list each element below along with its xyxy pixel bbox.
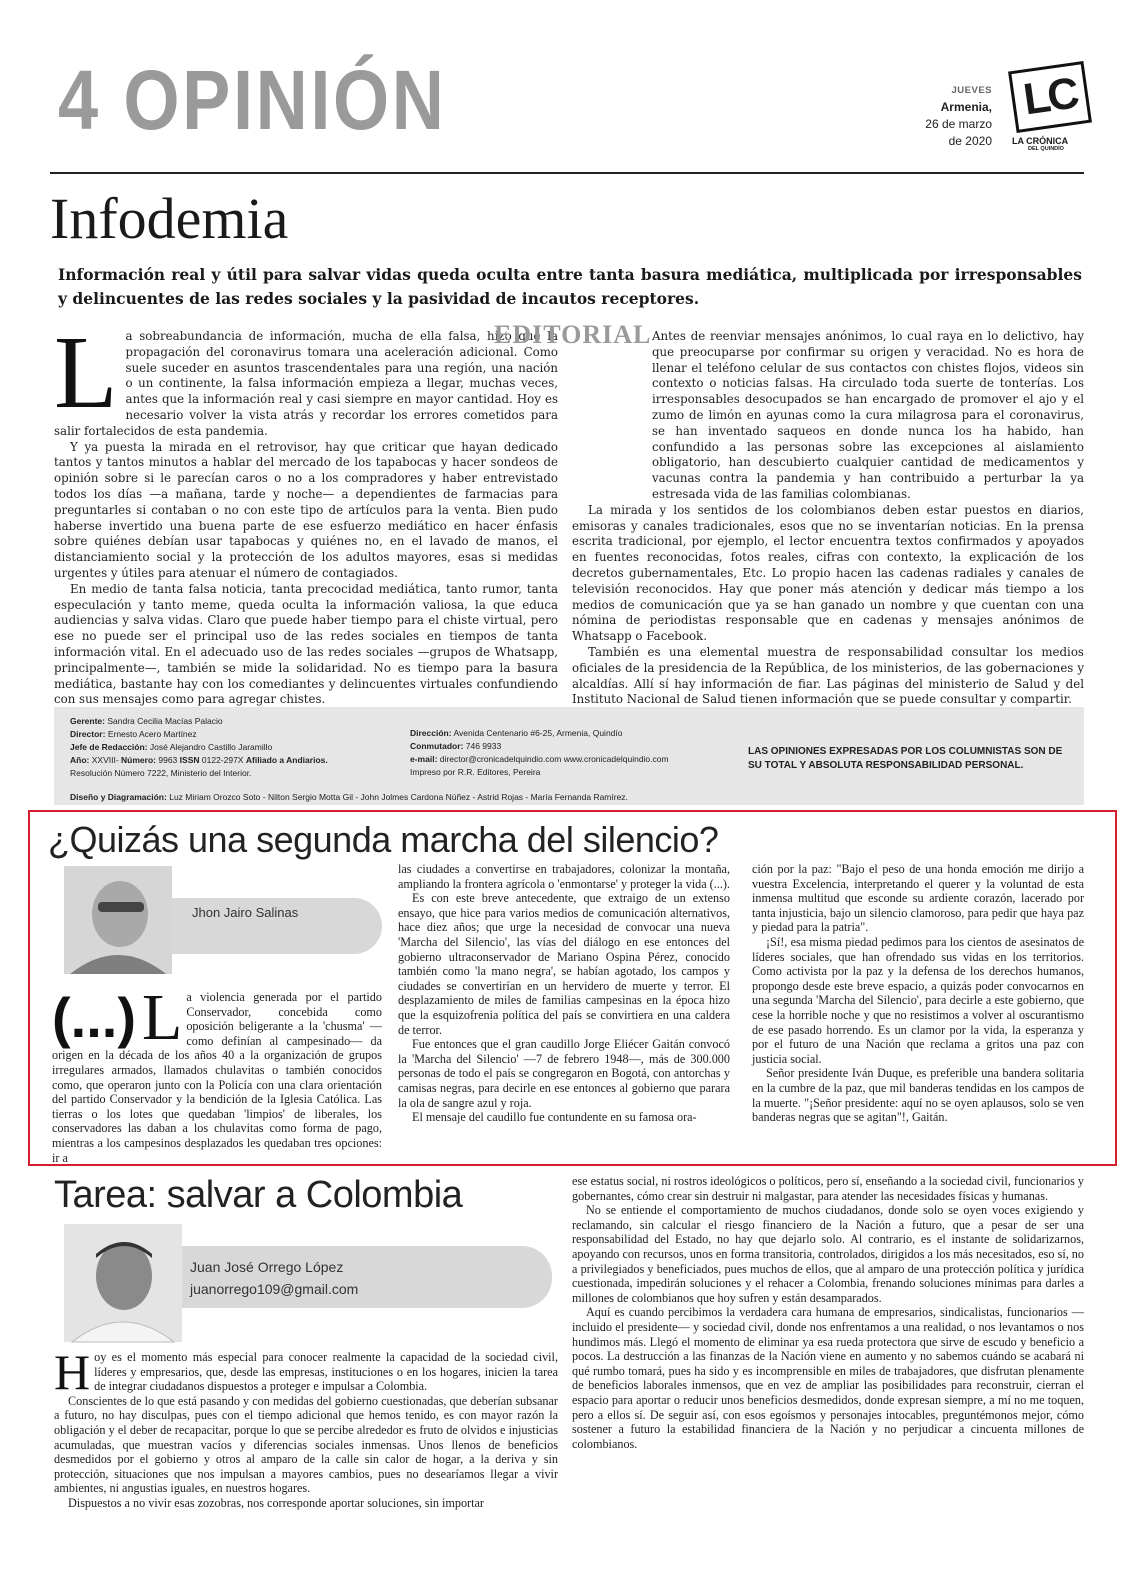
editorial-dropcap: L: [54, 315, 118, 430]
label: Jefe de Redacción:: [70, 742, 148, 752]
column2-col2: [572, 1174, 1084, 1568]
column2-col1: [54, 1344, 558, 1560]
label: Conmutador:: [410, 741, 464, 751]
editorial-tag: EDITORIAL: [494, 320, 652, 349]
design-team: Luz Miriam Orozco Soto - Nilton Sergio Motta Gil - John Jolmes Cardona Núñez - Astrid Rojas - María Fernanda Ramírez.: [169, 792, 628, 802]
column-paragraph: a violencia generada por el partido Conservador, concebida como oposición beligerante a la 'chusma' —como definían al campesinado— da origen en la década de los años 40 a la organización de grupos irregulares armados, llamados chulavitas o también conocidos como, que operaron junto con la Policía con una clara orientación del partido Conservador y la bendición de la Iglesia Católica. Las tierras o los lotes que quedaban 'limpios' de liberales, los conservadores las daban a los chulavitas como forma de pago, mientras a los campesinos desplazados les quedaban tres opciones: ir a: [52, 990, 382, 1165]
date-block: [925, 82, 992, 150]
column-paragraph: Aquí es cuando percibimos la verdadera cara humana de empresarios, sindicalistas, funcionarios —incluido el presidente— y sociedad civil, donde nos enfrentamos a una realidad, o nos levantamos o nos hundimos más. Llegó el momento de eliminar ya esa rueda protectora que sirve de escudo y beneficio a pocos. La destrucción a las finanzas de la Nación viene en aumento y no sabemos cuándo se acabará ni qué rumbo tomará, pues ha sido y es incomprensible en miles de trabajadores, que disfrutan plenamente de beneficios laborales inmensos, que en vez de ampliar las posibilidades para reconstruir, cierran el espacio para aportar o reducir unos beneficios desmedidos, donde expresan siempre, a mí no me toquen, pero a ellos sí. De seguir así, con esos egoísmos y personajes intocables, preguntémonos mejor, cómo sostener a futuro la estabilidad financiera de la Nación y no perjudicar a cincuenta millones de colombianos.: [572, 1305, 1084, 1451]
column-paragraph: Señor presidente Iván Duque, es preferible una bandera solitaria en la cumbre de la paz, que mil banderas tendidas en los campos de la muerte. "¡Señor presidente: aquí no se oyen aplausos, solo se ven banderas negras que se agitan"!, Gaitán.: [752, 1066, 1084, 1125]
direccion: Avenida Centenario #6-25, Armenia, Quindío: [453, 728, 623, 738]
author-photo: [64, 1224, 182, 1342]
author-photo: [64, 866, 172, 974]
author-pill: [148, 898, 382, 954]
label: Dirección:: [410, 728, 452, 738]
column-paragraph: oy es el momento más especial para conocer realmente la capacidad de la sociedad civil, líderes y empresarios, que, desde las empresas, instituciones o en los hogares, inicien la tarea de integrar ciudadanos dispuestos a proteger e impulsar a Colombia.: [94, 1350, 558, 1394]
ellipsis-mark: (...): [52, 986, 136, 1049]
editorial-column-right: [572, 329, 1084, 707]
jefe-redaccion: José Alejandro Castillo Jaramillo: [149, 742, 273, 752]
label: Número:: [121, 755, 156, 765]
anio: XXVIII-: [91, 755, 119, 765]
resolucion: Resolución Número 7222, Ministerio del Interior.: [70, 768, 252, 778]
editorial-paragraph: En medio de tanta falsa noticia, tanta precocidad mediática, tanto rumor, tanta especulación y tanto meme, queda oculta la información valiosa, la que educa audiencias y salva vidas. Claro que puede haber tiempo para el chiste virtual, pero ese no puede ser el principal uso de las redes sociales en tiempos de tanta información vital. En el adecuado uso de las redes sociales —grupos de Whatsapp, principalmente—, también se mide la solidaridad. No es tiempo para la basura mediática, bastante hay con los comediantes y delincuentes virtuales confundiendo con sus mensajes como para agregar chistes.: [54, 581, 558, 707]
label: Gerente:: [70, 716, 105, 726]
logo-sub: DEL QUINDÍO: [1028, 146, 1064, 152]
director: Ernesto Acero Martínez: [107, 729, 197, 739]
column-title: Tarea: salvar a Colombia: [54, 1174, 463, 1216]
gerente: Sandra Cecilia Macías Palacio: [107, 716, 223, 726]
column-paragraph: El mensaje del caudillo fue contundente en su famosa ora-: [412, 1110, 697, 1125]
label: Diseño y Diagramación:: [70, 792, 167, 802]
column-paragraph: No se entiende el comportamiento de muchos ciudadanos, donde solo se oyen voces exigiendo y reclamando, sin calcular el riesgo financiero de la Nación a futuro, que a pesar de ser una responsabilidad del Estado, no hay que dejarlo solo. Al contrario, es el instante de solidarizarnos, apoyando con recursos, unos en forma transitoria, controlados, dirigidos a los más necesitados, eso sí, no a privilegiados y beneficiados, pues muchos de ellos, que al amparo de una protección política y jurídica cuestionada, impedirán soluciones y el rehacer a Colombia, frenando soluciones mínimas para darles a millones de colombianos que hoy sufren y están desamparados.: [572, 1203, 1084, 1305]
column1-col3: [752, 862, 1084, 1148]
column-paragraph: Es con este breve antecedente, que extraigo de un extenso ensayo, que hice para varios medios de comunicación alternativos, hace diez años; que urge la necesidad de convocar una nueva 'Marcha del Silencio', las vías del diálogo en ese entonces del gobierno ultraconservador de Mariano Ospina Pérez, conocido también como 'la mano negra', se habían agotado, los campos y ciudades se convertirían en un hervidero de muerte y terror. El desplazamiento de miles de familias campesinas en la época hizo que la esquizofrenia política del país se convirtiera en una caldera de terror.: [398, 891, 730, 1037]
masthead-box: [54, 707, 1084, 805]
label: ISSN: [179, 755, 200, 765]
header-rule: [50, 172, 1084, 174]
column-paragraph: las ciudades a convertirse en trabajadores, colonizar la montaña, ampliando la frontera agrícola o 'enmontarse' y proteger la vida (...).: [398, 862, 730, 891]
author-email[interactable]: juanorrego109@gmail.com: [190, 1281, 359, 1297]
logo-name: LA CRÓNICA: [1012, 136, 1069, 146]
column-paragraph: Conscientes de lo que está pasando y con medidas del gobierno cuestionadas, que deberían subsanar a futuro, no hay disculpas, pues con el tiempo adicional que hemos tenido, es con mayor razón la obligación y el deber de recapacitar, porque lo que se percibe alrededor es fruto de olvidos e injusticias acumuladas, que muestran vacíos y diferencias sociales inmensas. Unos llenos de beneficios desmedidos por el gobierno y otros al amparo de la calle sin calor de hogar, a la deriva y sin protección, situaciones que nos impulsan a mayores cambios, pues no desearíamos llegar a vivir ambientes, ni angustias iguales, en nuestros hogares.: [54, 1393, 558, 1496]
disclaimer: LAS OPINIONES EXPRESADAS POR LOS COLUMNISTAS SON DE SU TOTAL Y ABSOLUTA RESPONSABILIDAD PERSONAL.: [748, 746, 1063, 771]
weekday: JUEVES: [951, 85, 992, 96]
city: Armenia,: [940, 100, 992, 114]
conmutador: 746 9933: [465, 741, 502, 751]
impreso: Impreso por R.R. Editores, Pereira: [410, 767, 541, 777]
column-paragraph: ese estatus social, ni rostros ideológicos o políticos, pero sí, enseñando a la sociedad civil, funcionarios y gobernantes, cómo crear sin destruir ni malgastar, para atender las necesidades físicas y humanas.: [572, 1174, 1084, 1203]
date-line-1: 26 de marzo: [925, 117, 992, 131]
newspaper-logo: [1012, 66, 1088, 156]
column-title: ¿Quizás una segunda marcha del silencio?: [48, 819, 719, 860]
editorial-paragraph: La mirada y los sentidos de los colombianos deben estar puestos en diarios, emisoras y canales tradicionales, esos que no se inventarían noticias. En la prensa escrita tradicional, por ejemplo, el lector encuentra textos confirmados y apoyados en fuentes reconocidas, fotos reales, cifras con contexto, la explicación de los decretos gubernamentales, Etc. Lo propio hacen las cadenas radiales y canales de televisión reconocidos. Hay que poner más atención y dedicar más tiempo a los medios de comunicación que ya se han ganado un nombre y que cuentan con una nómina de periodistas responsable que en cadenas y mensajes anónimos de Whatsapp o Facebook.: [572, 502, 1084, 644]
column-paragraph: ¡Sí!, esa misma piedad pedimos para los cientos de asesinatos de líderes sociales, que han ofrendado sus vidas en los territorios. Como activista por la paz y la defensa de los derechos humanos, propongo desde este breve espacio, a quizás poder convocarnos en una segunda 'Marcha del Silencio', para decirle a este gobierno, que cese la horrible noche y que no resistimos a volver al oscurantismo de ese pasado horrendo. Es un clamor por la vida, la esperanza y por el futuro de una Nación que reclama a gritos una paz con justicia social.: [752, 934, 1084, 1066]
author-name: Juan José Orrego López: [190, 1259, 344, 1275]
editorial-headline: Infodemia: [50, 186, 289, 251]
editorial-standfirst: Información real y útil para salvar vidas queda oculta entre tanta basura mediática, multiplicada por irresponsables y delincuentes de las redes sociales y la pasividad de incautos receptores.: [58, 265, 1082, 308]
editorial-paragraph: También es una elemental muestra de responsabilidad consultar los medios oficiales de la presidencia de la República, de los ministerios, de las gobernaciones y alcaldías. Allí sí hay información de fiar. Las páginas del ministerio de Salud y del Instituto Nacional de Salud tienen información que se puede consultar y compartir.: [572, 644, 1084, 707]
section-header: [58, 53, 447, 147]
column1-dropcap: L: [141, 981, 183, 1054]
issn: 0122-297X: [201, 755, 244, 765]
label: e-mail:: [410, 754, 438, 764]
logo-letters: LC: [1020, 68, 1080, 125]
column-paragraph: Fue entonces que el gran caudillo Jorge Eliécer Gaitán convocó la 'Marcha del Silencio' —7 de febrero 1948—, más de 300.000 personas de todo el país se congregaron en Bogotá, con antorchas y camisas negras, para decirle en ese entonces al gobierno que parara la ola de sangre azul y roja.: [398, 1037, 730, 1110]
column1-col1: [52, 981, 382, 1165]
afiliado: Afiliado a Andiarios.: [245, 755, 328, 765]
author-name: Jhon Jairo Salinas: [192, 905, 299, 920]
author-pill: [140, 1246, 552, 1308]
editorial-paragraph: Y ya puesta la mirada en el retrovisor, hay que criticar que hayan dedicado tantos y tantos minutos a hablar del mercado de los tapabocas y hacer sondeos de opinión sobre si le parecían caros o no a los compradores y haber entrevistado todos los días —a mañana, tarde y noche— a dependientes de farmacias para preguntarles si contaban o no con este tipo de artículos para la venta. Bien pudo haberse invertido una buena parte de ese esfuerzo mediático en hacer énfasis sobre quiénes debían usar tapabocas y quiénes no, en el lavado de manos, el distanciamiento social y la protección de los adultos mayores, esas si medidas urgentes y útiles para atenuar el número de contagiados.: [54, 439, 558, 580]
editorial-paragraph: a sobreabundancia de información, mucha de ella falsa, hizo que la propagación del coronavirus tomara una aceleración adicional. Como suele suceder en asuntos trascendentales para una región, una nación o un continente, la falsa información empieza a llegar, muchas veces, antes que la información real y casi siempre en mayor cantidad. Hoy es necesario volver la vista atrás y recordar los errores cometidos para salir fortalecidos de esta pandemia.: [54, 329, 558, 438]
column2-dropcap: H: [54, 1344, 91, 1400]
section-name: OPINIÓN: [123, 53, 447, 147]
email-link[interactable]: director@cronicadelquindio.com www.cronicadelquindio.com: [439, 754, 669, 764]
label: Director:: [70, 729, 106, 739]
numero: 9963: [158, 755, 178, 765]
page-number: 4: [58, 53, 101, 147]
date-line-2: de 2020: [948, 134, 992, 148]
column-paragraph: Dispuestos a no vivir esas zozobras, nos corresponde aportar soluciones, sin importar: [68, 1495, 484, 1510]
label: Año:: [70, 755, 90, 765]
column-paragraph: ción por la paz: "Bajo el peso de una honda emoción me dirijo a vuestra Excelencia, interpretando el querer y la voluntad de esta inmensa multitud que esconde su ardiente corazón, lacerado por tanta injusticia, bajo un silencio clamoroso, para pedir que haya paz y piedad para la patria".: [752, 862, 1084, 935]
column1-col2: [398, 862, 730, 1148]
editorial-paragraph: Antes de reenviar mensajes anónimos, lo cual raya en lo delictivo, hay que preocuparse por confirmar su origen y veracidad. No es hora de llenar el teléfono celular de sus contactos con chistes flojos, videos sin contexto o noticias falsas. Ha circulado toda suerte de tonterías. Los irresponsables desocupados se han encargado de promover el ajo y el zumo de limón en ayunas como la cura milagrosa para el coronavirus, se han inventado saqueos en donde nunca los ha habido, han confundido a las personas sobre las excepciones al aislamiento obligatorio, han descubierto cualquier cantidad de medicamentos y vacunas contra la pandemia y han contribuido a perturbar la ya estresada vida de las familias colombianas.: [652, 329, 1084, 501]
editorial-column-left: [54, 315, 558, 707]
